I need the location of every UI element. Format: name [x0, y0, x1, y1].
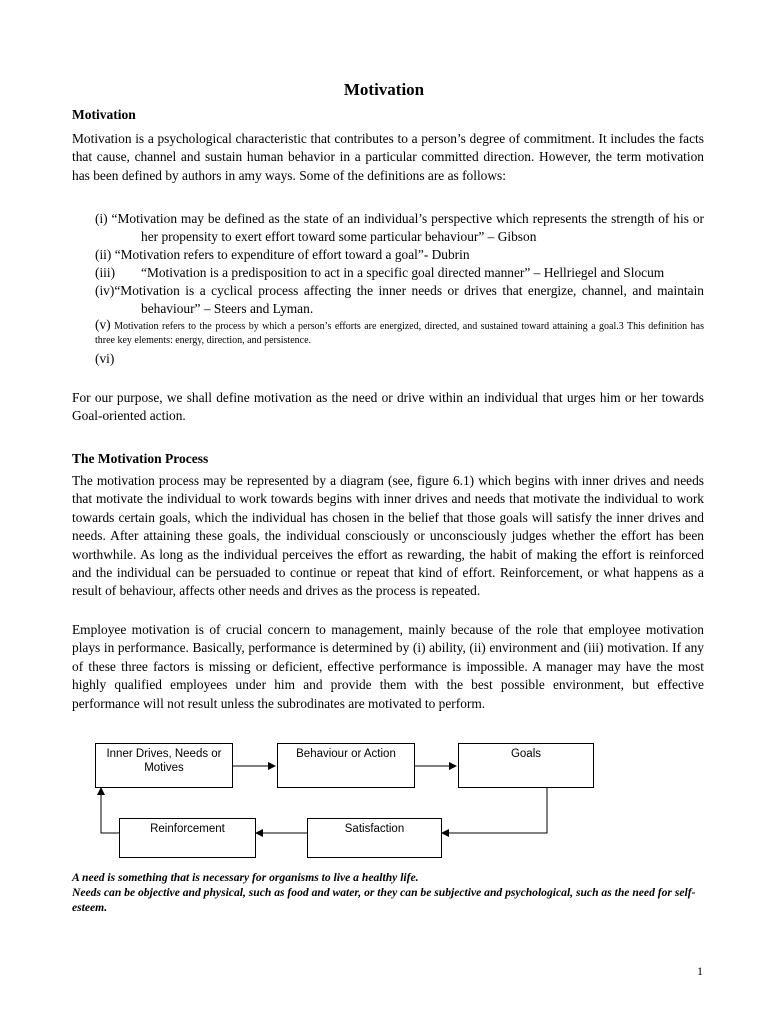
- list-item-number: (vi): [95, 351, 115, 366]
- caption-line: Needs can be objective and physical, such as food and water, or they can be subjective and psychological, such as the need for self-esteem.: [72, 886, 696, 914]
- diagram-box-reinforcement: Reinforcement: [119, 818, 256, 858]
- list-item-number: (iv): [95, 283, 115, 298]
- process-paragraph: The motivation process may be represented by a diagram (see, figure 6.1) which begins with inner drives and needs that motivate the individual to work towards begins with inner drives and needs that motivate the individual to work towards certain goals, which the individual has chosen in the belief that those goals will satisfy the inner drives and needs. After attaining these goals, the individual consciously or unconsciously judges whether the effort has been worthwhile. As long as the individual perceives the effort as rewarding, the habit of making the effort is reinforced and the individual can be persuaded to continue or repeat that kind of effort. Reinforcement, or what happens as a result of behaviour, affects other needs and drives as the process is repeated.: [72, 473, 704, 599]
- list-item-number: (i): [95, 211, 108, 226]
- list-item-number: (iii): [95, 265, 116, 280]
- arrow-reinforcement-to-drives: [101, 788, 119, 833]
- need-caption: [72, 870, 704, 915]
- list-item-text: Motivation refers to the process by which a person’s efforts are energized, directed, and sustained toward attaining a goal.3 This definition has three key elements: energy, direction, and persistence.: [95, 321, 704, 346]
- diagram-box-satisfaction: Satisfaction: [307, 818, 442, 858]
- list-item-text: “Motivation refers to expenditure of effort toward a goal”- Dubrin: [111, 247, 470, 262]
- list-item-text: “Motivation is a cyclical process affecting the inner needs or drives that energize, channel, and maintain behaviour” – Steers and Lyman.: [114, 283, 704, 316]
- list-item-number: (ii): [95, 247, 112, 262]
- diagram-box-inner-drives: Inner Drives, Needs or Motives: [95, 743, 233, 788]
- purpose-paragraph: For our purpose, we shall define motivation as the need or drive within an individual that urges him or her towards Goal-oriented action.: [72, 390, 704, 424]
- list-item-text: “Motivation may be defined as the state of an individual’s perspective which represents the strength of his or her propensity to exert effort toward some particular behaviour” – Gibson: [107, 211, 704, 244]
- page-title: Motivation: [343, 80, 425, 99]
- performance-paragraph: Employee motivation is of crucial concern to management, mainly because of the role that employee motivation plays in performance. Basically, performance is determined by (i) ability, (ii) environment and (iii) motivation. If any of these three factors is missing or deficient, effective performance is impossible. A manager may have the most highly qualified employees under him and provide them with the best possible environment, but effective performance will not result unless the subrodinates are motivated to perform.: [72, 622, 704, 711]
- caption-line: A need is something that is necessary for organisms to live a healthy life.: [72, 871, 419, 884]
- list-item-text: “Motivation is a predisposition to act in a specific goal directed manner” – Hellriegel and Slocum: [141, 265, 665, 280]
- intro-paragraph: Motivation is a psychological characteristic that contributes to a person’s degree of commitment. It includes the facts that cause, channel and sustain human behavior in a particular committed direction. However, the term motivation has been defined by authors in amy ways. Some of the definitions are as follows:: [72, 131, 704, 183]
- diagram-box-behaviour: Behaviour or Action: [277, 743, 415, 788]
- page-number: 1: [697, 964, 703, 978]
- arrow-goals-to-satisfaction: [442, 788, 547, 833]
- section-heading-process: The Motivation Process: [72, 451, 209, 466]
- list-item-number: (v): [95, 317, 111, 332]
- section-heading-motivation: Motivation: [72, 107, 136, 122]
- diagram-box-goals: Goals: [458, 743, 594, 788]
